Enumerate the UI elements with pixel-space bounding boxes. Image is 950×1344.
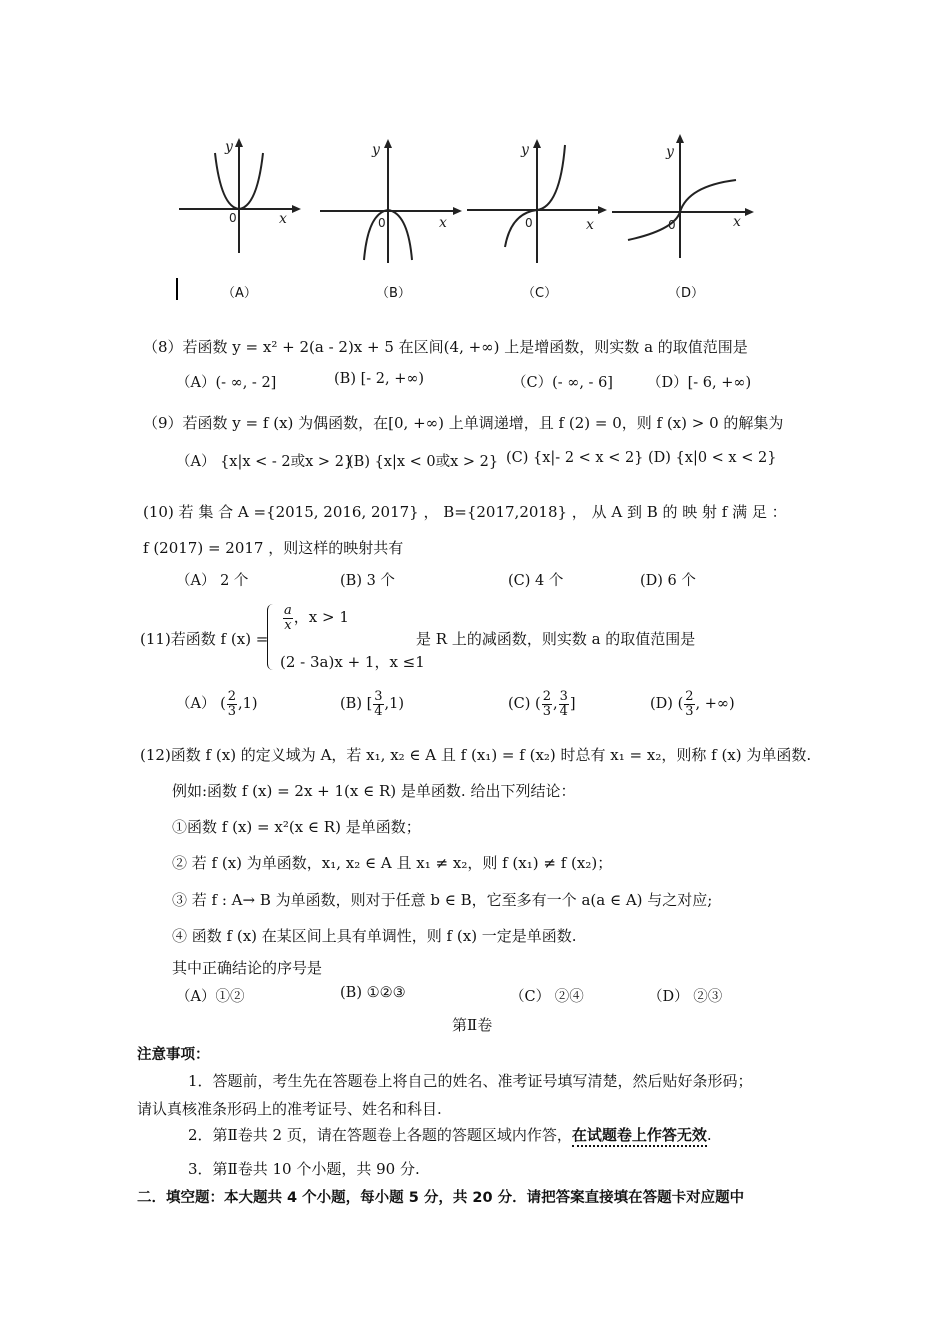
q12-ask: 其中正确结论的序号是 bbox=[172, 959, 323, 977]
note-1-line1: 1．答题前，考生先在答题卷上将自己的姓名、准考证号填写清楚，然后贴好条形码； bbox=[188, 1072, 753, 1090]
origin-label: 0 bbox=[668, 218, 676, 232]
section2-heading: 二．填空题：本大题共 4 个小题，每小题 5 分，共 20 分．请把答案直接填在答题卡对应题中 bbox=[137, 1190, 745, 1206]
q9-option-a: （A） {x|x < - 2或x > 2} bbox=[176, 454, 354, 470]
q8-option-a: （A）(- ∞, - 2] bbox=[176, 375, 277, 391]
q9-option-b: (B) {x|x < 0或x > 2} bbox=[348, 454, 499, 470]
origin-label: 0 bbox=[229, 211, 237, 225]
q8-stem: （8）若函数 y = x² + 2(a - 2)x + 5 在区间(4, +∞) 上是增函数，则实数 a 的取值范围是 bbox=[143, 338, 748, 356]
q10-option-c: (C) 4 个 bbox=[508, 573, 564, 589]
text-cursor bbox=[176, 278, 178, 300]
y-label: y bbox=[666, 144, 674, 160]
q9-option-d: (D) {x|0 < x < 2} bbox=[648, 450, 777, 466]
note-3: 3．第Ⅱ卷共 10 个小题，共 90 分. bbox=[188, 1160, 420, 1178]
q11-suffix: 是 R 上的减函数，则实数 a 的取值范围是 bbox=[416, 630, 696, 648]
graph-c bbox=[465, 135, 615, 265]
case1-condition: ，x > 1 bbox=[293, 608, 349, 627]
q10-option-d: (D) 6 个 bbox=[640, 573, 696, 589]
q12-option-a: （A）①② bbox=[176, 989, 245, 1005]
origin-label: 0 bbox=[525, 216, 533, 230]
origin-label: 0 bbox=[378, 216, 386, 230]
q12-statement-2: ② 若 f (x) 为单函数，x₁, x₂ ∈ A 且 x₁ ≠ x₂，则 f (x₁) ≠ f (x₂)； bbox=[172, 854, 613, 872]
q10-option-b: (B) 3 个 bbox=[340, 573, 395, 589]
x-axis-arrow-icon bbox=[453, 207, 462, 215]
cubic-curve bbox=[505, 145, 565, 247]
y-axis-arrow-icon bbox=[676, 134, 684, 143]
q11-option-b: (B) [ $\frac{3}{4}$ ,1) bbox=[340, 689, 405, 719]
q12-example: 例如:函数 f (x) = 2x + 1(x ∈ R) 是单函数. 给出下列结论： bbox=[172, 782, 576, 800]
q12-option-c: （C） ②④ bbox=[510, 989, 584, 1005]
q11-prefix: (11)若函数 f (x) = bbox=[140, 630, 269, 648]
q10-stem-line1: (10) 若 集 合 A ={2015, 2016, 2017} ， B={2017,2018} ， 从 A 到 B 的 映 射 f 满 足 ： bbox=[143, 503, 787, 521]
y-label: y bbox=[372, 142, 380, 158]
x-label: x bbox=[439, 215, 447, 231]
note-2-emphasis: 在试题卷上作答无效 bbox=[572, 1126, 707, 1147]
note-2 bbox=[188, 1124, 712, 1145]
case1-denominator: x bbox=[284, 617, 292, 633]
y-label: y bbox=[225, 139, 233, 155]
y-label: y bbox=[521, 142, 529, 158]
x-axis-arrow-icon bbox=[745, 208, 754, 216]
q12-stem: (12)函数 f (x) 的定义域为 A，若 x₁, x₂ ∈ A 且 f (x₁) = f (x₂) 时总有 x₁ = x₂，则称 f (x) 为单函数. bbox=[140, 746, 812, 764]
graph-b bbox=[318, 135, 468, 265]
q12-option-d: （D） ②③ bbox=[648, 989, 723, 1005]
q11-case1 bbox=[282, 604, 349, 632]
piecewise-brace bbox=[267, 604, 276, 670]
graph-b-plot bbox=[318, 135, 468, 265]
q12-statement-3: ③ 若 f : A→ B 为单函数，则对于任意 b ∈ B，它至多有一个 a(a ∈ A) 与之对应; bbox=[172, 891, 713, 909]
q8-option-d: （D）[- 6, +∞) bbox=[647, 375, 752, 391]
q9-stem: （9）若函数 y = f (x) 为偶函数，在[0, +∞) 上单调递增，且 f (2) = 0，则 f (x) > 0 的解集为 bbox=[143, 414, 784, 432]
x-label: x bbox=[733, 214, 741, 230]
case1-numerator: a bbox=[284, 603, 292, 618]
q8-option-c: （C）(- ∞, - 6] bbox=[512, 375, 613, 391]
graph-a-plot bbox=[175, 135, 305, 255]
notes-heading: 注意事项： bbox=[137, 1047, 210, 1063]
q10-stem-line2: f (2017) = 2017 ，则这样的映射共有 bbox=[143, 539, 404, 557]
note-2-end: . bbox=[706, 1126, 712, 1144]
graph-a bbox=[175, 135, 305, 255]
q12-option-b: (B) ①②③ bbox=[340, 985, 406, 1001]
y-axis-arrow-icon bbox=[384, 139, 392, 148]
graph-b-caption: （B） bbox=[376, 286, 411, 301]
graph-c-plot bbox=[465, 135, 615, 265]
q11-option-d: (D) ( $\frac{2}{3}$ , +∞) bbox=[650, 689, 735, 719]
case1-fraction bbox=[283, 604, 293, 632]
q11-option-c: (C) ( $\frac{2}{3}$ , $\frac{3}{4}$ ] bbox=[508, 689, 576, 719]
q11-case2: (2 - 3a)x + 1，x ≤1 bbox=[280, 653, 425, 671]
x-label: x bbox=[586, 217, 594, 233]
graph-a-caption: （A） bbox=[222, 286, 257, 301]
y-axis-arrow-icon bbox=[235, 138, 243, 147]
q10-option-a: （A） 2 个 bbox=[176, 573, 249, 589]
x-axis-arrow-icon bbox=[598, 206, 607, 214]
part2-title: 第Ⅱ卷 bbox=[452, 1016, 493, 1034]
graph-d-plot bbox=[608, 130, 763, 260]
x-axis-arrow-icon bbox=[292, 205, 301, 213]
q8-option-b: (B) [- 2, +∞) bbox=[334, 371, 425, 387]
note-2-main: 2．第Ⅱ卷共 2 页，请在答题卷上各题的答题区域内作答， bbox=[188, 1126, 572, 1144]
q11-option-a: （A） ( $\frac{2}{3}$ ,1) bbox=[176, 689, 258, 719]
q12-statement-1: ①函数 f (x) = x²(x ∈ R) 是单函数； bbox=[172, 818, 421, 836]
x-label: x bbox=[279, 211, 287, 227]
q9-option-c: (C) {x|- 2 < x < 2} bbox=[506, 450, 644, 466]
cube-root-curve bbox=[628, 180, 736, 240]
graph-d bbox=[608, 130, 763, 260]
graph-c-caption: （C） bbox=[522, 286, 558, 301]
note-1-line2: 请认真核准条形码上的准考证号、姓名和科目. bbox=[137, 1100, 442, 1118]
q12-statement-4: ④ 函数 f (x) 在某区间上具有单调性，则 f (x) 一定是单函数. bbox=[172, 927, 577, 945]
y-axis-arrow-icon bbox=[533, 139, 541, 148]
graph-d-caption: （D） bbox=[668, 286, 705, 301]
